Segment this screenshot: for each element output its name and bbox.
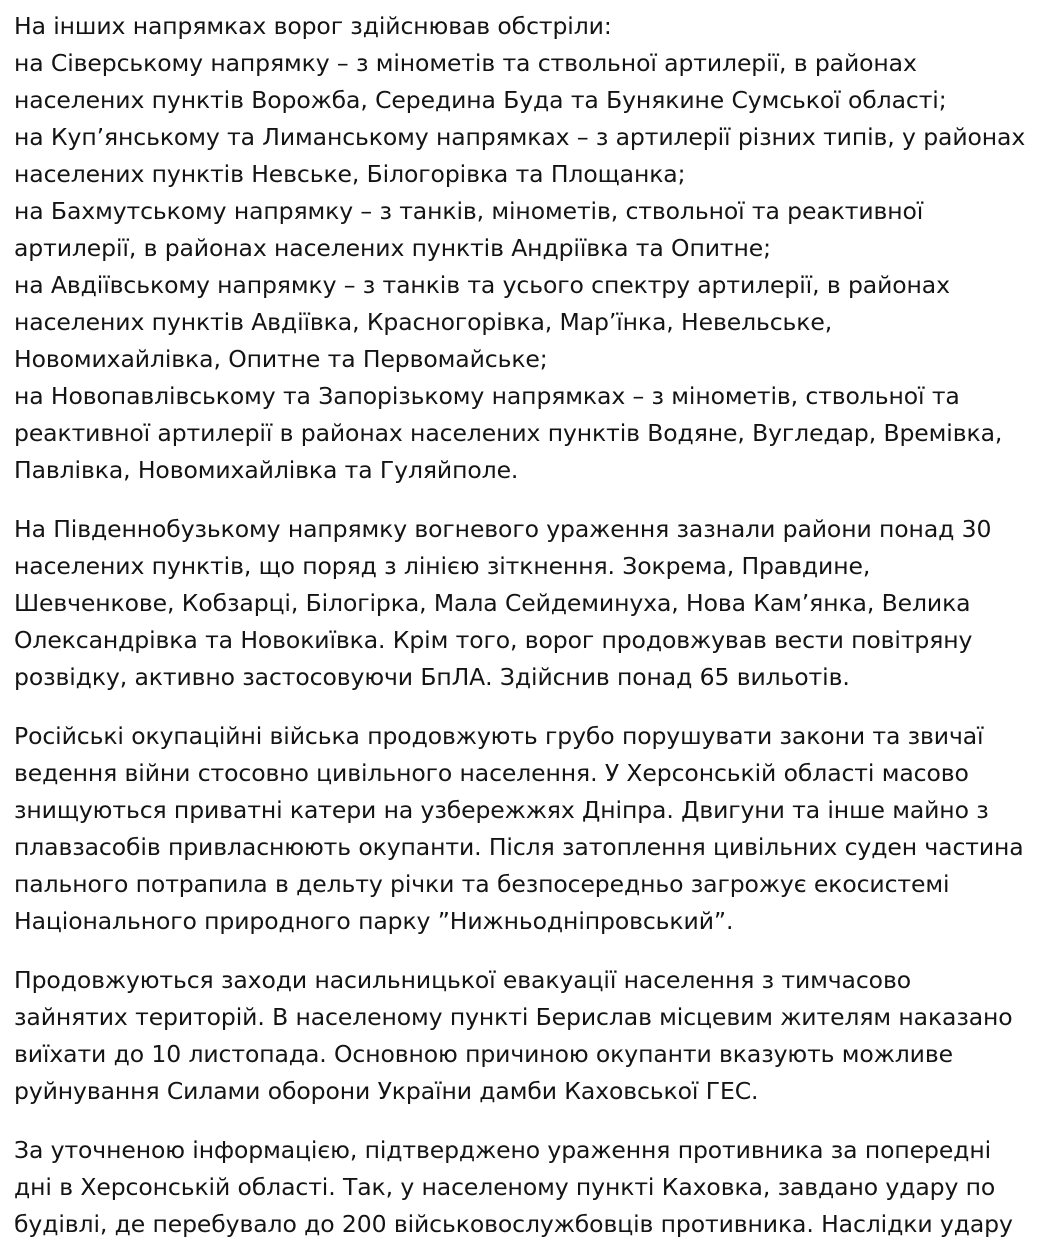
list-item: на Сіверському напрямку – з мінометів та ствольної артилерії, в районах населених пунктів Ворожба, Середина Буда та Бунякине Сумської області; xyxy=(14,49,947,114)
paragraph-other-directions xyxy=(14,8,1027,489)
paragraph-confirmed-strikes: За уточненою інформацією, підтверджено ураження противника за попередні дні в Херсонській області. Так, у населеному пункті Каховка, завдано удару по будівлі, де перебувало до 200 військовослужбовців противника. Наслідки удару xyxy=(14,1136,1013,1238)
list-item: на Авдіївському напрямку – з танків та усього спектру артилерії, в районах населених пунктів Авдіївка, Красногорівка, Мар’їнка, Невельське, Новомихайлівка, Опитне та Первомайське; xyxy=(14,271,950,373)
list-item: на Бахмутському напрямку – з танків, мінометів, ствольної та реактивної артилерії, в районах населених пунктів Андріївка та Опитне; xyxy=(14,197,924,262)
list-item: на Куп’янському та Лиманському напрямках – з артилерії різних типів, у районах населених пунктів Невське, Білогорівка та Площанка; xyxy=(14,123,1026,188)
paragraph-forced-evacuation: Продовжуються заходи насильницької евакуації населення з тимчасово зайнятих територій. В населеному пункті Берислав місцевим жителям наказано виїхати до 10 листопада. Основною причиною окупанти вказують можливе руйнування Силами оборони України дамби Каховської ГЕС. xyxy=(14,966,1013,1105)
list-item: на Новопавлівському та Запорізькому напрямках – з мінометів, ствольної та реактивної артилерії в районах населених пунктів Водяне, Вугледар, Времівка, Павлівка, Новомихайлівка та Гуляйполе. xyxy=(14,382,1003,484)
paragraph-lead: На інших напрямках ворог здійснював обстріли: xyxy=(14,12,612,40)
paragraph-pivdennobuzky-direction: На Південнобузькому напрямку вогневого ураження зазнали райони понад 30 населених пунктів, що поряд з лінією зіткнення. Зокрема, Правдине, Шевченкове, Кобзарці, Білогірка, Мала Сейдеминуха, Нова Кам’янка, Велика Олександрівка та Новокиївка. Крім того, ворог продовжував вести повітряну розвідку, активно застосовуючи БпЛА. Здійснив понад 65 вильотів. xyxy=(14,515,992,691)
paragraph-war-crimes: Російські окупаційні війська продовжують грубо порушувати закони та звичаї ведення війни стосовно цивільного населення. У Херсонській області масово знищуються приватні катери на узбережжях Дніпра. Двигуни та інше майно з плавзасобів привласнюють окупанти. Після затоплення цивільних суден частина пального потрапила в дельту річки та безпосередньо загрожує екосистемі Національного природного парку ”Нижньодніпровський”. xyxy=(14,722,1024,935)
